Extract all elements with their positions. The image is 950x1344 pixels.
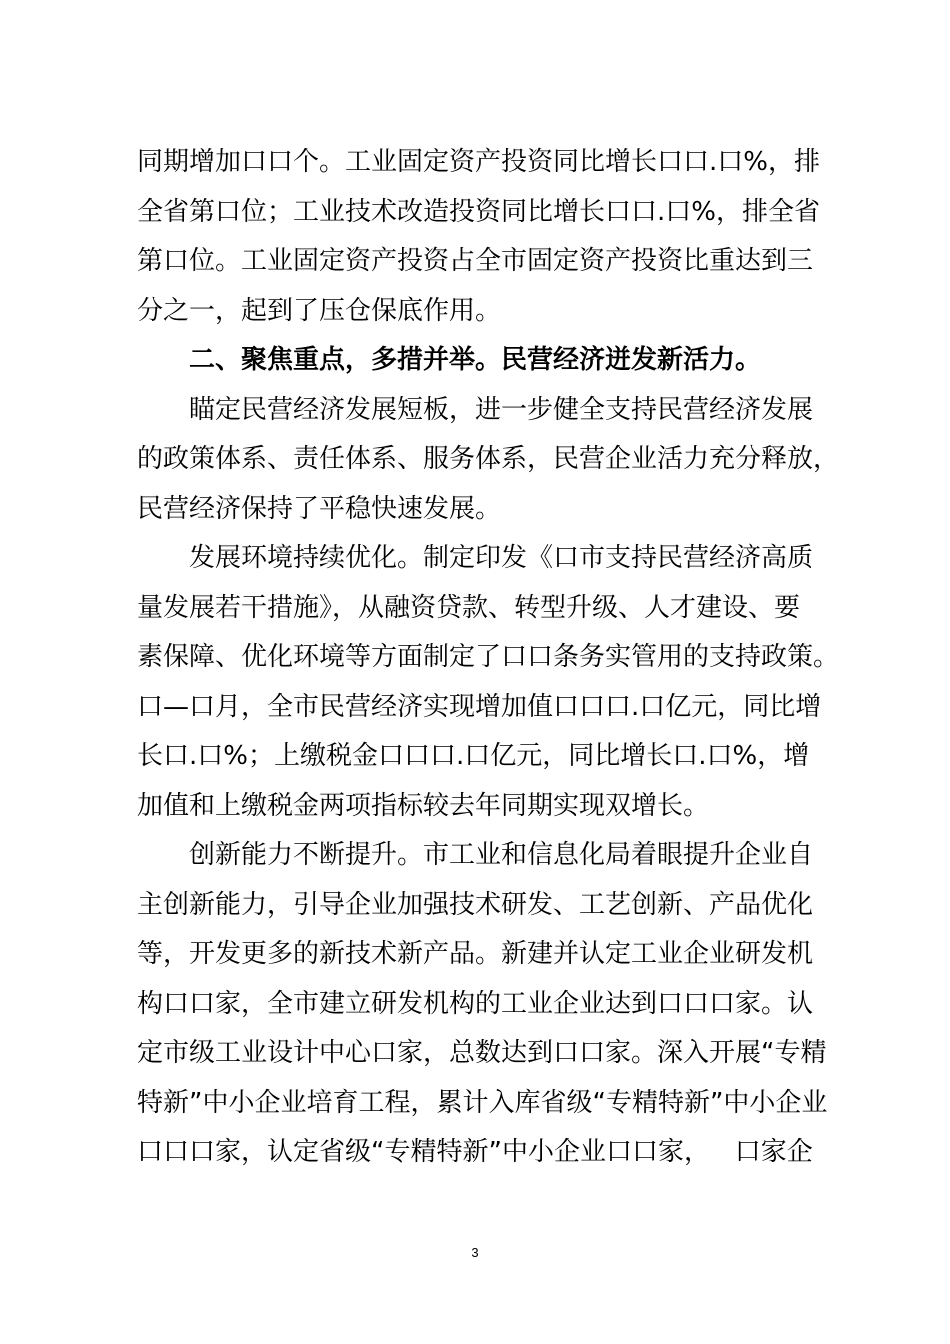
- text-line: 分之一，起到了压仓保底作用。: [137, 295, 502, 326]
- text-line: 同期增加口口个。工业固定资产投资同比增长口口.口%，排: [137, 147, 820, 177]
- section-heading: 二、聚焦重点，多措并举。民营经济迸发新活力。: [189, 345, 762, 375]
- text-line: 口口口家，认定省级“专精特新”中小企业口口家， 口家企: [137, 1137, 813, 1167]
- text-line: 瞄定民营经济发展短板，进一步健全支持民营经济发展: [189, 394, 814, 425]
- text-line: 特新”中小企业培育工程，累计入库省级“专精特新”中小企业: [137, 1087, 828, 1118]
- page-number: 3: [471, 1245, 479, 1260]
- text-line: 定市级工业设计中心口家，总数达到口口家。深入开展“专精: [137, 1038, 827, 1068]
- text-line: 的政策体系、责任体系、服务体系，民营企业活力充分释放，: [137, 444, 840, 474]
- text-line: 发展环境持续优化。制定印发《口市支持民营经济高质: [189, 543, 814, 573]
- text-line: 全省第口位；工业技术改造投资同比增长口口.口%，排全省: [137, 196, 820, 227]
- text-line: 民营经济保持了平稳快速发展。: [137, 493, 502, 524]
- text-line: 口—口月，全市民营经济实现增加值口口口.口亿元，同比增: [137, 691, 822, 722]
- text-line: 主创新能力，引导企业加强技术研发、工艺创新、产品优化: [137, 889, 814, 920]
- text-line: 构口口家，全市建立研发机构的工业企业达到口口口家。认: [137, 988, 814, 1019]
- text-line: 加值和上缴税金两项指标较去年同期实现双增长。: [137, 790, 710, 821]
- body-text: [137, 138, 840, 1178]
- text-line: 创新能力不断提升。市工业和信息化局着眼提升企业自: [189, 840, 814, 870]
- text-line: 等，开发更多的新技术新产品。新建并认定工业企业研发机: [137, 939, 814, 969]
- text-line: 第口位。工业固定资产投资占全市固定资产投资比重达到三: [137, 246, 814, 276]
- text-line: 长口.口%；上缴税金口口口.口亿元，同比增长口.口%，增: [137, 741, 810, 771]
- text-line: 素保障、优化环境等方面制定了口口条务实管用的支持政策。: [137, 642, 840, 672]
- text-line: 量发展若干措施》，从融资贷款、转型升级、人才建设、要: [137, 592, 801, 623]
